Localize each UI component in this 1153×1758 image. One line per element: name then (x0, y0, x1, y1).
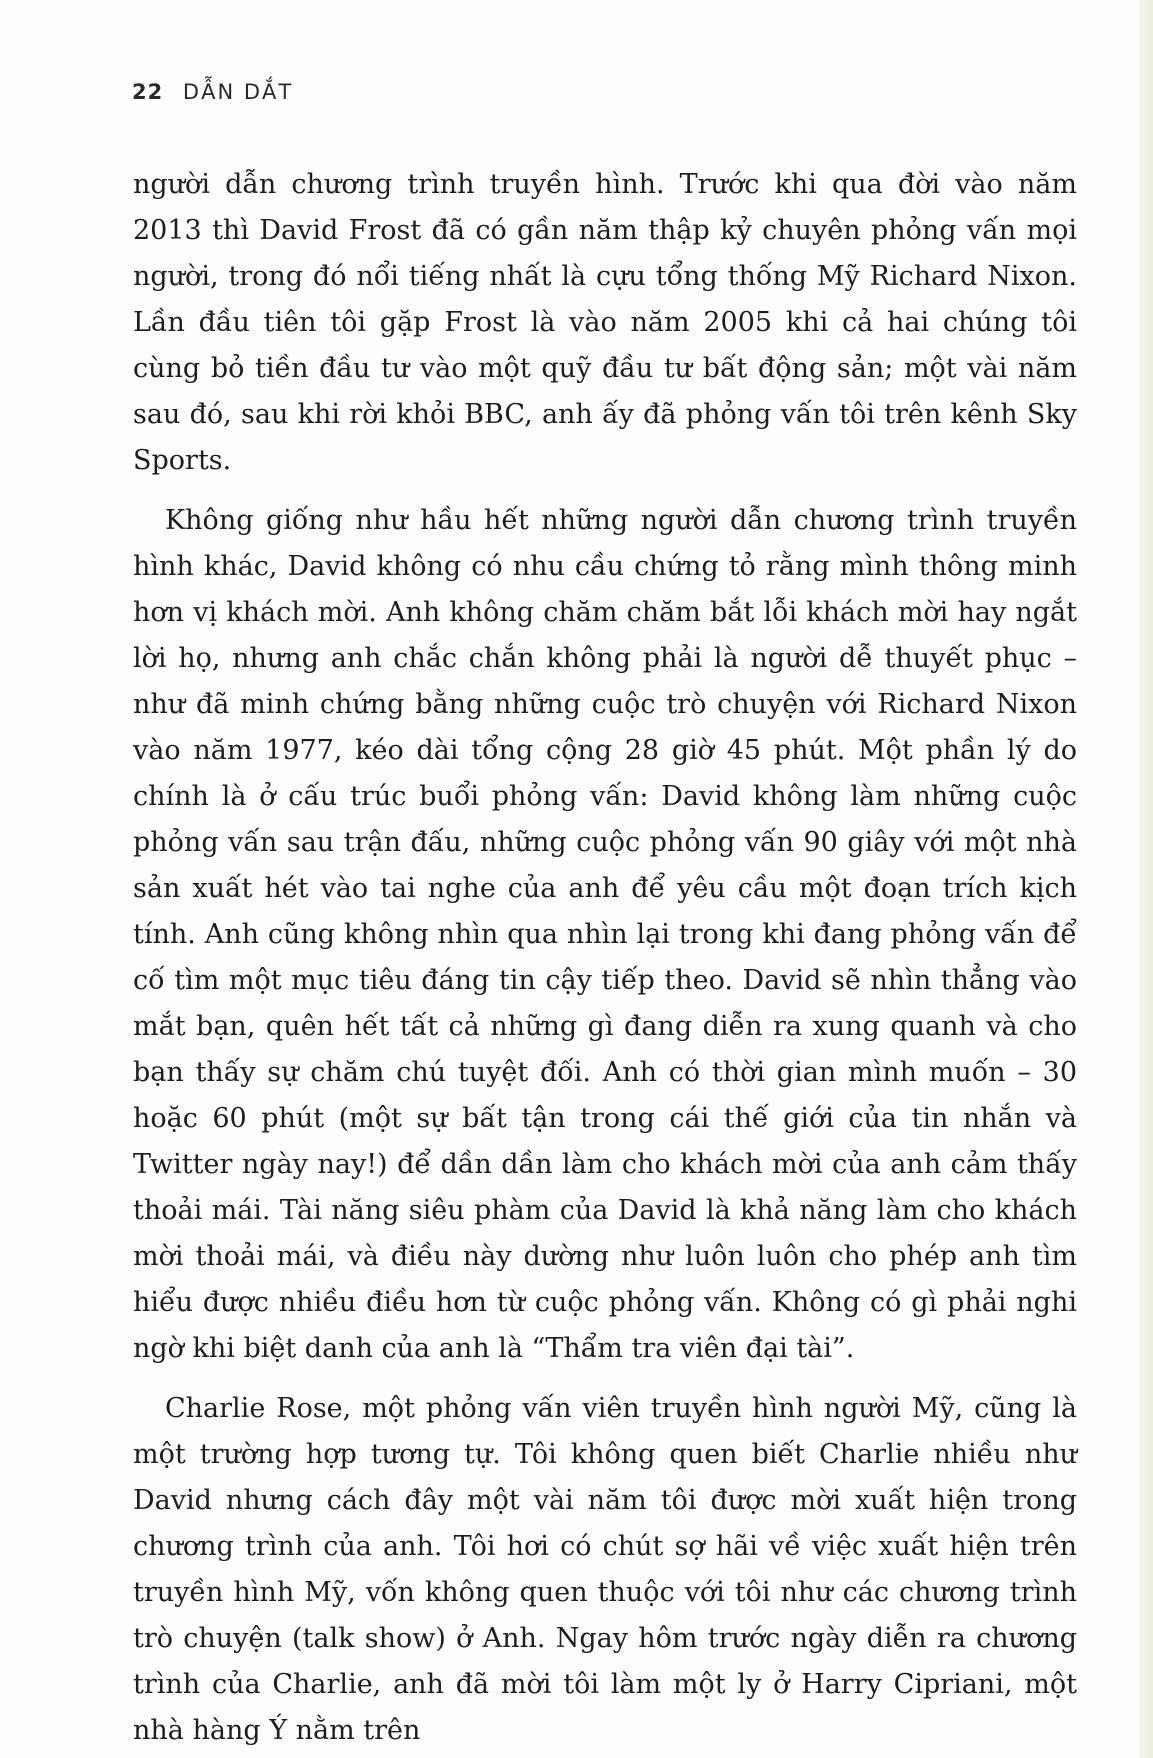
page-number: 22 (132, 80, 164, 104)
body-text (133, 162, 1077, 1754)
page-edge (1139, 0, 1153, 1758)
paragraph-charlie-rose: Charlie Rose, một phỏng vấn viên truyền hình người Mỹ, cũng là một trường hợp tương tự. Tôi không quen biết Charlie nhiều như David nhưng cách đây một vài năm tôi được mời xuất hiện trong chương trình của anh. Tôi hơi có chút sợ hãi về việc xuất hiện trên truyền hình Mỹ, vốn không quen thuộc với tôi như các chương trình trò chuyện (talk show) ở Anh. Ngay hôm trước ngày diễn ra chương trình của Charlie, anh đã mời tôi làm một ly ở Harry Cipriani, một nhà hàng Ý nằm trên (133, 1393, 1077, 1746)
running-header (132, 80, 293, 104)
section-title: DẪN DẮT (182, 80, 294, 104)
paragraph-continued: người dẫn chương trình truyền hình. Trước khi qua đời vào năm 2013 thì David Frost đã có gần năm thập kỷ chuyên phỏng vấn mọi người, trong đó nổi tiếng nhất là cựu tổng thống Mỹ Richard Nixon. Lần đầu tiên tôi gặp Frost là vào năm 2005 khi cả hai chúng tôi cùng bỏ tiền đầu tư vào một quỹ đầu tư bất động sản; một vài năm sau đó, sau khi rời khỏi BBC, anh ấy đã phỏng vấn tôi trên kênh Sky Sports. (133, 169, 1077, 476)
paragraph-david-frost: Không giống như hầu hết những người dẫn chương trình truyền hình khác, David không có nhu cầu chứng tỏ rằng mình thông minh hơn vị khách mời. Anh không chăm chăm bắt lỗi khách mời hay ngắt lời họ, nhưng anh chắc chắn không phải là người dễ thuyết phục – như đã minh chứng bằng những cuộc trò chuyện với Richard Nixon vào năm 1977, kéo dài tổng cộng 28 giờ 45 phút. Một phần lý do chính là ở cấu trúc buổi phỏng vấn: David không làm những cuộc phỏng vấn sau trận đấu, những cuộc phỏng vấn 90 giây với một nhà sản xuất hét vào tai nghe của anh để yêu cầu một đoạn trích kịch tính. Anh cũng không nhìn qua nhìn lại trong khi đang phỏng vấn để cố tìm một mục tiêu đáng tin cậy tiếp theo. David sẽ nhìn thẳng vào mắt bạn, quên hết tất cả những gì đang diễn ra xung quanh và cho bạn thấy sự chăm chú tuyệt đối. Anh có thời gian mình muốn – 30 hoặc 60 phút (một sự bất tận trong cái thế giới của tin nhắn và Twitter ngày nay!) để dần dần làm cho khách mời của anh cảm thấy thoải mái. Tài năng siêu phàm của David là khả năng làm cho khách mời thoải mái, và điều này dường như luôn luôn cho phép anh tìm hiểu được nhiều điều hơn từ cuộc phỏng vấn. Không có gì phải nghi ngờ khi biệt danh của anh là “Thẩm tra viên đại tài”. (133, 505, 1077, 1364)
